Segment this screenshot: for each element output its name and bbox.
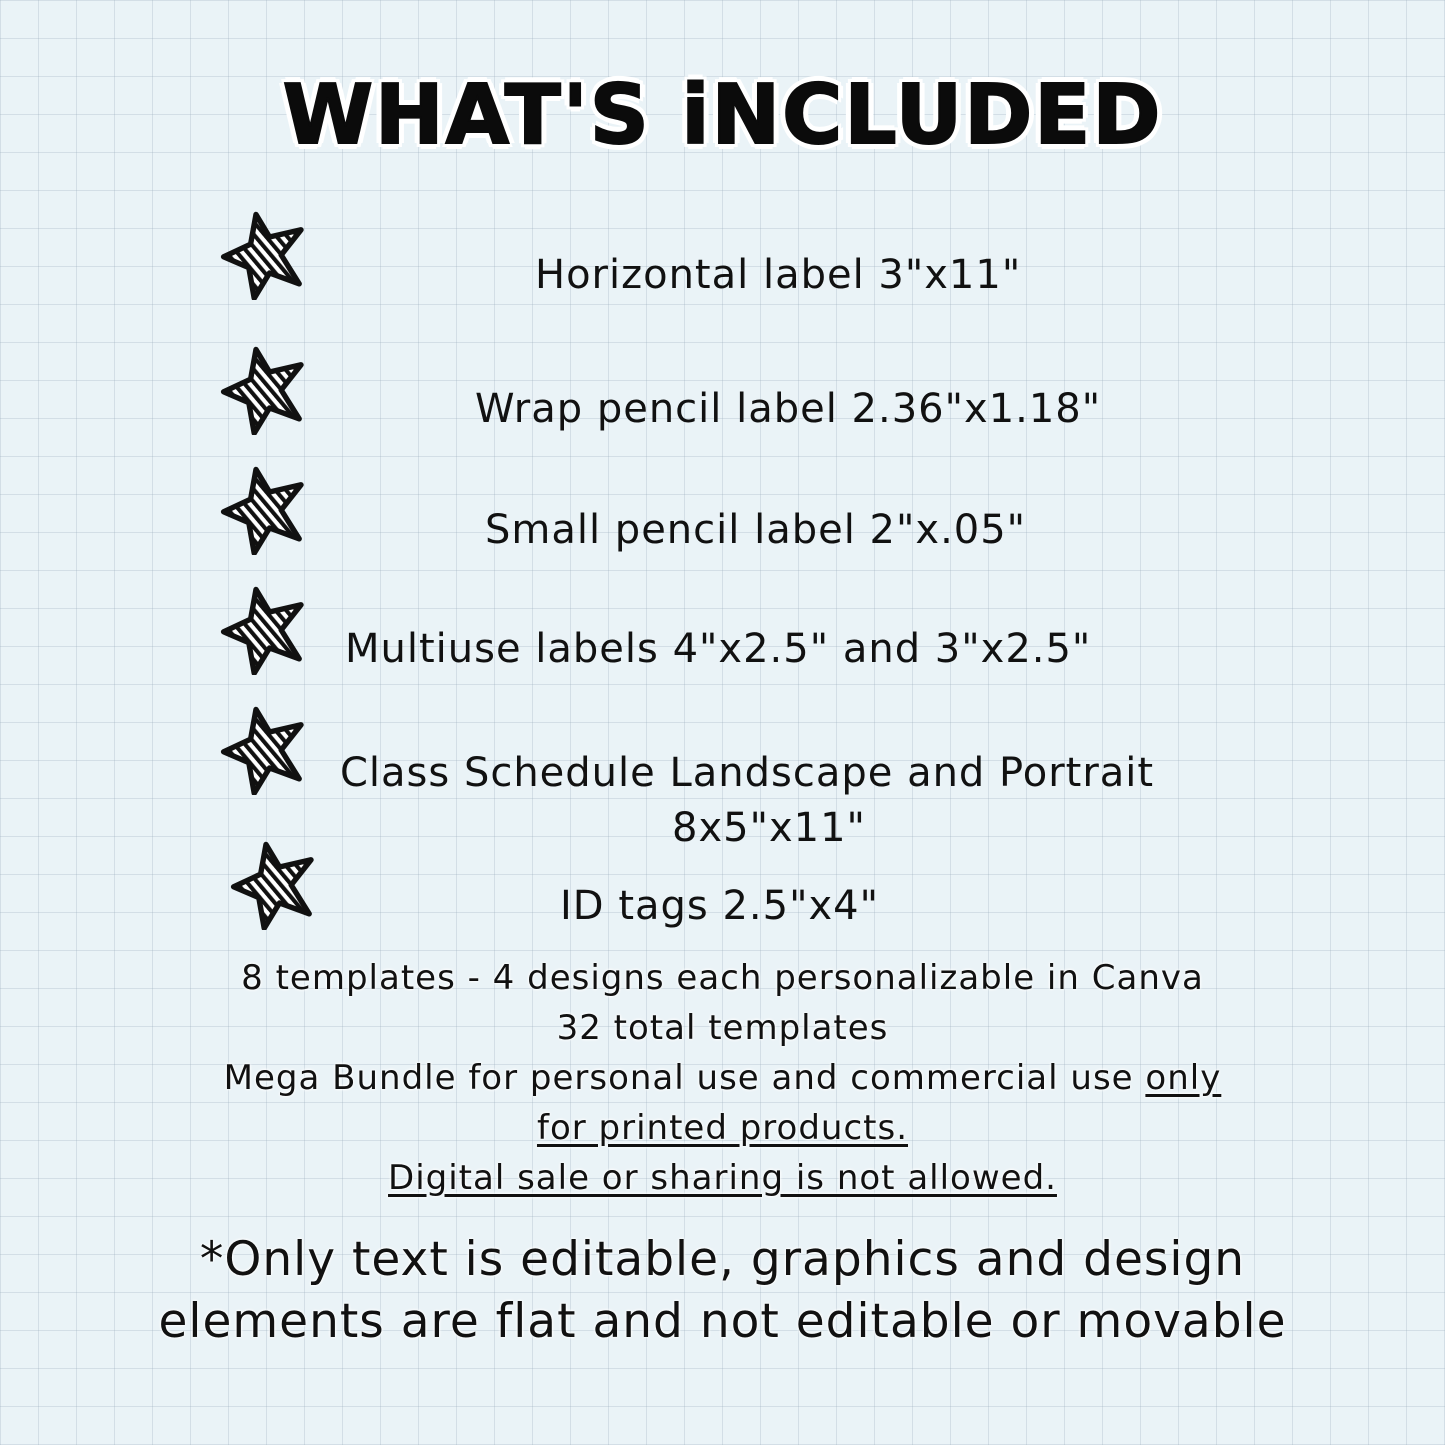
item-small-pencil-label: Small pencil label 2"x.05" (485, 507, 1027, 553)
info-license-text: Mega Bundle for personal use and commercial use (223, 1058, 1146, 1098)
item-multiuse-labels: Multiuse labels 4"x2.5" and 3"x2.5" (345, 626, 1092, 672)
editable-note-line-2: elements are flat and not editable or movable (158, 1294, 1287, 1349)
star-icon (230, 840, 320, 930)
info-digital-line (0, 1158, 1445, 1198)
star-icon (220, 585, 310, 675)
info-templates-line: 8 templates - 4 designs each personalizable in Canva (241, 958, 1204, 998)
info-license-line (0, 1058, 1445, 1098)
info-digital-text: Digital sale or sharing is not allowed. (388, 1158, 1057, 1198)
info-total-line: 32 total templates (556, 1008, 889, 1048)
star-icon (220, 705, 310, 795)
item-class-schedule-size: 8x5"x11" (672, 805, 866, 851)
item-class-schedule: Class Schedule Landscape and Portrait (340, 750, 1155, 796)
info-printed-line (0, 1108, 1445, 1148)
star-icon (220, 465, 310, 555)
page-title: WHAT'S iNCLUDED (282, 68, 1163, 163)
item-id-tags: ID tags 2.5"x4" (560, 883, 879, 929)
info-license-only: only (1145, 1058, 1222, 1098)
item-horizontal-label: Horizontal label 3"x11" (535, 252, 1022, 298)
star-icon (220, 210, 310, 300)
item-wrap-pencil-label: Wrap pencil label 2.36"x1.18" (475, 386, 1102, 432)
star-icon (220, 345, 310, 435)
editable-note-line-1: *Only text is editable, graphics and design (199, 1232, 1246, 1287)
info-printed-text: for printed products. (536, 1108, 909, 1148)
